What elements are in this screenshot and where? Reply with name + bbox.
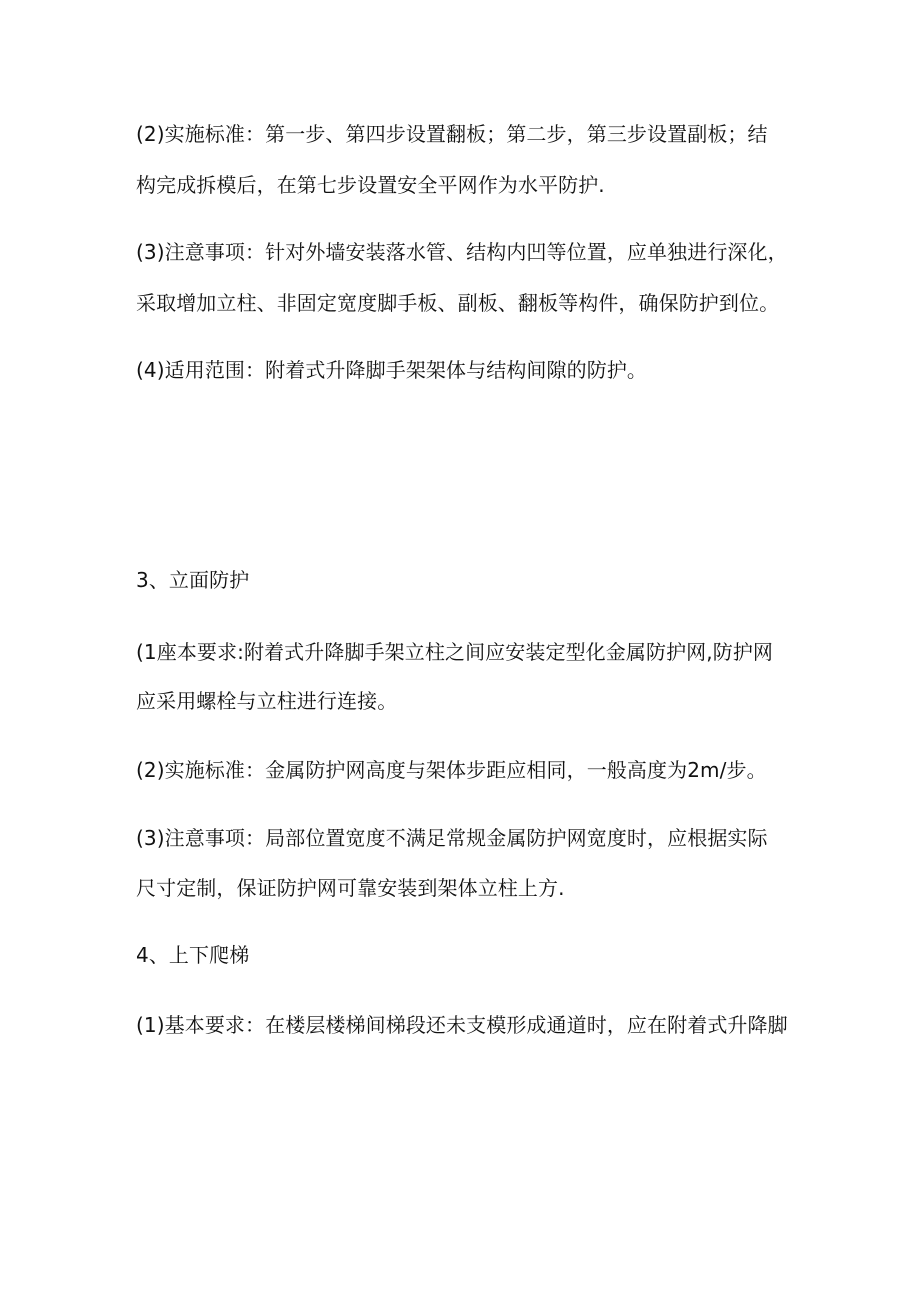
paragraph-line: 应采用螺栓与立柱进行连接。 [136, 689, 398, 713]
paragraph-line: 尺寸定制，保证防护网可靠安装到架体立柱上方. [136, 876, 565, 900]
paragraph-line: (2)实施标准：金属防护网高度与架体步距应相同，一般高度为2m/步。 [136, 758, 767, 782]
paragraph-line: 构完成拆模后，在第七步设置安全平网作为水平防护. [136, 173, 605, 197]
paragraph-line: (4)适用范围：附着式升降脚手架架体与结构间隙的防护。 [136, 358, 648, 382]
section-heading: 3、立面防护 [136, 568, 250, 592]
paragraph-line: (1座本要求:附着式升降脚手架立柱之间应安装定型化金属防护网,防护网 [136, 640, 774, 664]
section-heading: 4、上下爬梯 [136, 943, 250, 967]
paragraph-line: 采取增加立柱、非固定宽度脚手板、副板、翻板等构件，确保防护到位。 [136, 291, 780, 315]
paragraph-line: (3)注意事项：局部位置宽度不满足常规金属防护网宽度时，应根据实际 [136, 826, 768, 850]
paragraph-line: (3)注意事项：针对外墙安装落水管、结构内凹等位置，应单独进行深化， [136, 240, 788, 264]
paragraph-line: (2)实施标准：第一步、第四步设置翻板；第二步，第三步设置副板；结 [136, 122, 768, 146]
paragraph-line: (1)基本要求：在楼层楼梯间梯段还未支模形成通道时，应在附着式升降脚 [136, 1013, 788, 1037]
